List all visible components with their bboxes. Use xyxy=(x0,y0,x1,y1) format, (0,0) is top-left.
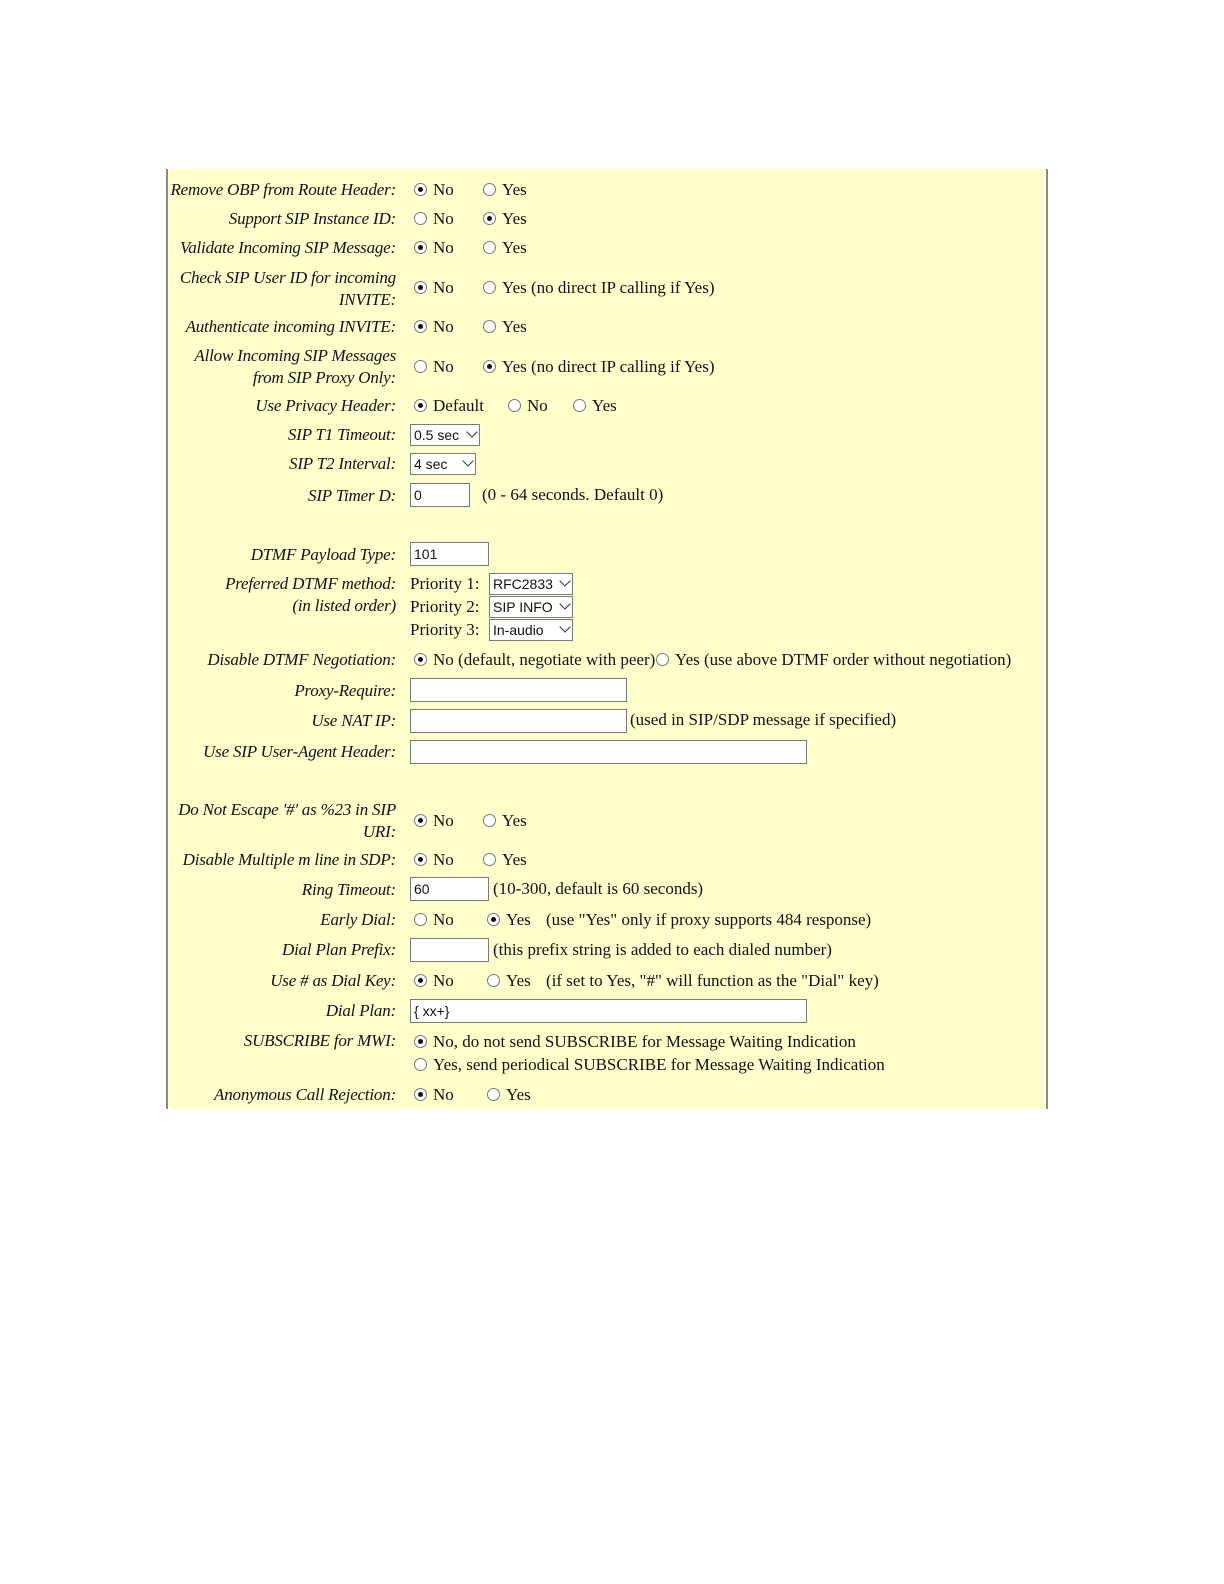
radio-icon[interactable] xyxy=(414,814,427,827)
radio-icon[interactable] xyxy=(573,399,586,412)
radio-icon[interactable] xyxy=(483,853,496,866)
nat-ip-label: Use NAT IP: xyxy=(311,711,396,730)
early-dial-no-option[interactable]: No xyxy=(414,909,454,931)
t1-timeout-label: SIP T1 Timeout: xyxy=(287,425,396,444)
row-anon-reject xyxy=(168,1084,1046,1108)
row-remove-obp xyxy=(168,179,1046,203)
row-early-dial xyxy=(168,909,1046,933)
user-agent-input[interactable] xyxy=(410,740,807,764)
row-ring-timeout xyxy=(168,877,1046,903)
dtmf-payload-input[interactable]: 101 xyxy=(410,542,489,566)
sip-instance-id-yes-option[interactable]: Yes xyxy=(483,208,527,230)
radio-icon[interactable] xyxy=(414,241,427,254)
radio-icon[interactable] xyxy=(483,241,496,254)
ring-timeout-label: Ring Timeout: xyxy=(301,880,396,899)
auth-invite-label: Authenticate incoming INVITE: xyxy=(185,317,396,336)
allow-proxy-only-label: Allow Incoming SIP Messages from SIP Proxy Only: xyxy=(194,346,396,387)
chevron-down-icon xyxy=(462,455,473,466)
disable-dtmf-neg-label: Disable DTMF Negotiation: xyxy=(207,650,396,669)
row-dtmf-payload xyxy=(168,542,1046,568)
row-timer-d xyxy=(168,483,1046,509)
row-subscribe-mwi xyxy=(168,1030,1046,1078)
row-validate-incoming xyxy=(168,237,1046,261)
multiple-m-line-no-option[interactable]: No xyxy=(414,849,454,871)
radio-icon[interactable] xyxy=(414,1035,427,1048)
radio-icon[interactable] xyxy=(483,320,496,333)
row-privacy-header xyxy=(168,395,1046,419)
dial-prefix-input[interactable] xyxy=(410,938,489,962)
row-multiple-m-line xyxy=(168,849,1046,873)
auth-invite-no-option[interactable]: No xyxy=(414,316,454,338)
disable-dtmf-neg-no-option[interactable]: No (default, negotiate with peer) xyxy=(414,649,655,671)
dial-plan-input[interactable]: { xx+} xyxy=(410,999,807,1023)
row-sip-instance-id xyxy=(168,208,1046,232)
early-dial-label: Early Dial: xyxy=(320,910,396,929)
row-t2-interval xyxy=(168,453,1046,477)
early-dial-yes-option[interactable]: Yes xyxy=(487,909,531,931)
row-check-user-id xyxy=(168,267,1046,311)
proxy-require-input[interactable] xyxy=(410,678,627,702)
ring-timeout-input[interactable]: 60 xyxy=(410,877,489,901)
allow-proxy-only-no-option[interactable]: No xyxy=(414,356,454,378)
radio-icon[interactable] xyxy=(414,183,427,196)
radio-icon[interactable] xyxy=(414,399,427,412)
check-user-id-no-option[interactable]: No xyxy=(414,277,454,299)
radio-icon[interactable] xyxy=(414,913,427,926)
ring-timeout-hint: (10-300, default is 60 seconds) xyxy=(493,879,704,898)
escape-hash-yes-option[interactable]: Yes xyxy=(483,810,527,832)
row-disable-dtmf-neg xyxy=(168,649,1046,673)
check-user-id-yes-option[interactable]: Yes (no direct IP calling if Yes) xyxy=(483,277,715,299)
anon-reject-yes-option[interactable]: Yes xyxy=(487,1084,531,1106)
privacy-yes-option[interactable]: Yes xyxy=(573,395,617,417)
chevron-down-icon xyxy=(559,621,570,632)
anon-reject-no-option[interactable]: No xyxy=(414,1084,454,1106)
radio-icon[interactable] xyxy=(414,320,427,333)
dial-prefix-hint: (this prefix string is added to each dialed number) xyxy=(493,940,832,959)
remove-obp-yes-option[interactable]: Yes xyxy=(483,179,527,201)
subscribe-mwi-no-option[interactable]: No, do not send SUBSCRIBE for Message Waiting Indication xyxy=(414,1031,856,1053)
radio-icon[interactable] xyxy=(414,1088,427,1101)
privacy-header-label: Use Privacy Header: xyxy=(255,396,396,415)
row-dtmf-method xyxy=(168,573,1046,643)
priority-2-label: Priority 2: xyxy=(410,597,480,616)
nat-ip-hint: (used in SIP/SDP message if specified) xyxy=(630,710,897,729)
row-nat-ip xyxy=(168,709,1046,735)
subscribe-mwi-yes-option[interactable]: Yes, send periodical SUBSCRIBE for Message Waiting Indication xyxy=(414,1054,885,1076)
hash-dial-key-hint: (if set to Yes, "#" will function as the "Dial" key) xyxy=(546,971,879,990)
row-user-agent xyxy=(168,740,1046,766)
row-proxy-require xyxy=(168,678,1046,704)
sip-instance-id-label: Support SIP Instance ID: xyxy=(228,209,396,228)
chevron-down-icon xyxy=(559,598,570,609)
row-dial-plan xyxy=(168,999,1046,1025)
multiple-m-line-label: Disable Multiple m line in SDP: xyxy=(182,850,396,869)
dial-prefix-label: Dial Plan Prefix: xyxy=(282,940,396,959)
radio-icon[interactable] xyxy=(483,183,496,196)
t1-timeout-select[interactable]: 0.5 sec xyxy=(410,424,480,446)
row-escape-hash xyxy=(168,799,1046,843)
radio-icon[interactable] xyxy=(508,399,521,412)
remove-obp-label: Remove OBP from Route Header: xyxy=(170,180,396,199)
escape-hash-no-option[interactable]: No xyxy=(414,810,454,832)
timer-d-hint: (0 - 64 seconds. Default 0) xyxy=(482,485,664,504)
radio-icon[interactable] xyxy=(414,360,427,373)
radio-icon[interactable] xyxy=(487,974,500,987)
row-t1-timeout xyxy=(168,424,1046,448)
radio-icon[interactable] xyxy=(414,974,427,987)
row-auth-invite xyxy=(168,316,1046,340)
radio-icon[interactable] xyxy=(483,814,496,827)
dtmf-method-label: Preferred DTMF method: (in listed order) xyxy=(225,574,396,615)
allow-proxy-only-yes-option[interactable]: Yes (no direct IP calling if Yes) xyxy=(483,356,715,378)
chevron-down-icon xyxy=(466,426,477,437)
subscribe-mwi-label: SUBSCRIBE for MWI: xyxy=(243,1031,396,1050)
radio-icon[interactable] xyxy=(483,360,496,373)
nat-ip-input[interactable] xyxy=(410,709,627,733)
priority-3-select[interactable]: In-audio xyxy=(489,619,573,641)
radio-icon[interactable] xyxy=(483,212,496,225)
user-agent-label: Use SIP User-Agent Header: xyxy=(203,742,396,761)
privacy-default-option[interactable]: Default xyxy=(414,395,484,417)
chevron-down-icon xyxy=(559,575,570,586)
radio-icon[interactable] xyxy=(414,853,427,866)
radio-icon[interactable] xyxy=(414,212,427,225)
priority-1-label: Priority 1: xyxy=(410,574,480,593)
t2-interval-label: SIP T2 Interval: xyxy=(289,454,396,473)
radio-icon[interactable] xyxy=(414,653,427,666)
radio-icon[interactable] xyxy=(483,281,496,294)
sip-settings-panel xyxy=(166,169,1048,1109)
escape-hash-label: Do Not Escape '#' as %23 in SIP URI: xyxy=(178,800,396,841)
radio-icon[interactable] xyxy=(487,913,500,926)
validate-incoming-yes-option[interactable]: Yes xyxy=(483,237,527,259)
disable-dtmf-neg-yes-option[interactable]: Yes (use above DTMF order without negotiation) xyxy=(656,649,1011,671)
timer-d-input[interactable]: 0 xyxy=(410,483,470,507)
validate-incoming-no-option[interactable]: No xyxy=(414,237,454,259)
row-dial-prefix xyxy=(168,938,1046,964)
remove-obp-no-option[interactable]: No xyxy=(414,179,454,201)
privacy-no-option[interactable]: No xyxy=(508,395,548,417)
hash-dial-key-label: Use # as Dial Key: xyxy=(270,971,396,990)
hash-dial-key-yes-option[interactable]: Yes xyxy=(487,970,531,992)
anon-reject-label: Anonymous Call Rejection: xyxy=(214,1085,396,1104)
dtmf-payload-label: DTMF Payload Type: xyxy=(250,545,396,564)
radio-icon[interactable] xyxy=(487,1088,500,1101)
multiple-m-line-yes-option[interactable]: Yes xyxy=(483,849,527,871)
radio-icon[interactable] xyxy=(414,281,427,294)
check-user-id-label: Check SIP User ID for incoming INVITE: xyxy=(179,268,396,309)
timer-d-label: SIP Timer D: xyxy=(308,486,396,505)
priority-2-select[interactable]: SIP INFO xyxy=(489,596,573,618)
priority-1-select[interactable]: RFC2833 xyxy=(489,573,573,595)
auth-invite-yes-option[interactable]: Yes xyxy=(483,316,527,338)
early-dial-hint: (use "Yes" only if proxy supports 484 response) xyxy=(546,910,872,929)
hash-dial-key-no-option[interactable]: No xyxy=(414,970,454,992)
row-allow-proxy-only xyxy=(168,345,1046,389)
radio-icon[interactable] xyxy=(656,653,669,666)
sip-instance-id-no-option[interactable]: No xyxy=(414,208,454,230)
radio-icon[interactable] xyxy=(414,1058,427,1071)
t2-interval-select[interactable]: 4 sec xyxy=(410,453,476,475)
row-hash-dial-key xyxy=(168,970,1046,994)
priority-3-label: Priority 3: xyxy=(410,620,480,639)
validate-incoming-label: Validate Incoming SIP Message: xyxy=(179,238,396,257)
dial-plan-label: Dial Plan: xyxy=(325,1001,396,1020)
proxy-require-label: Proxy-Require: xyxy=(294,681,396,700)
